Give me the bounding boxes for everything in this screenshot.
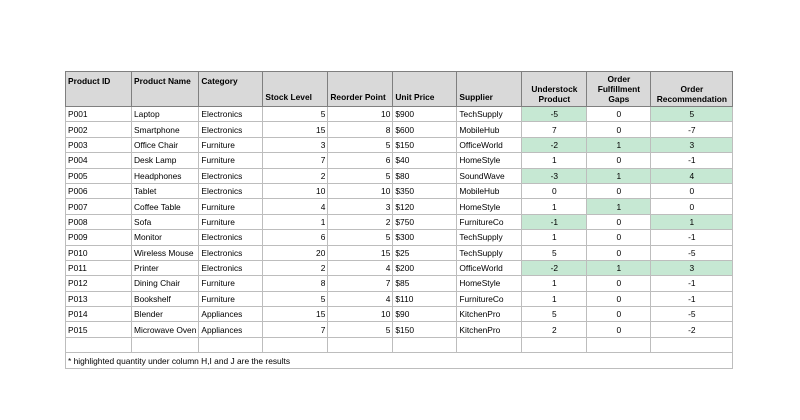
cell-stock-level[interactable]: 10 bbox=[263, 183, 328, 198]
cell-category[interactable]: Furniture bbox=[199, 276, 263, 291]
table-row bbox=[66, 168, 733, 183]
header-row bbox=[66, 72, 733, 107]
cell-supplier[interactable]: OfficeWorld bbox=[457, 260, 522, 275]
header-category[interactable]: Category bbox=[199, 72, 263, 107]
cell-order-recommendation[interactable]: -1 bbox=[651, 291, 733, 306]
cell-unit-price[interactable]: $90 bbox=[393, 307, 457, 322]
header-understock-product[interactable]: Understock Product bbox=[522, 72, 587, 107]
cell-unit-price[interactable]: $40 bbox=[393, 153, 457, 168]
header-unit-price[interactable]: Unit Price bbox=[393, 72, 457, 107]
table-row bbox=[66, 230, 733, 245]
header-supplier[interactable]: Supplier bbox=[457, 72, 522, 107]
cell-unit-price[interactable]: $300 bbox=[393, 230, 457, 245]
cell-unit-price[interactable]: $350 bbox=[393, 183, 457, 198]
cell-order-recommendation[interactable]: 0 bbox=[651, 183, 733, 198]
table-row bbox=[66, 214, 733, 229]
cell-unit-price[interactable]: $120 bbox=[393, 199, 457, 214]
cell-order-recommendation[interactable]: -5 bbox=[651, 307, 733, 322]
header-order-fulfillment-gaps[interactable]: Order Fulfillment Gaps bbox=[587, 72, 651, 107]
table-cell[interactable] bbox=[66, 337, 132, 352]
cell-order-recommendation[interactable]: 4 bbox=[651, 168, 733, 183]
cell-unit-price[interactable]: $600 bbox=[393, 122, 457, 137]
table-cell[interactable] bbox=[457, 337, 522, 352]
cell-reorder-point[interactable]: 4 bbox=[328, 260, 393, 275]
cell-order-fulfillment-gaps[interactable]: 1 bbox=[587, 199, 651, 214]
cell-order-fulfillment-gaps[interactable]: 1 bbox=[587, 260, 651, 275]
cell-order-recommendation[interactable]: -5 bbox=[651, 245, 733, 260]
cell-order-fulfillment-gaps[interactable]: 0 bbox=[587, 107, 651, 122]
cell-stock-level[interactable]: 5 bbox=[263, 107, 328, 122]
cell-category[interactable]: Electronics bbox=[199, 168, 263, 183]
cell-order-fulfillment-gaps[interactable]: 0 bbox=[587, 183, 651, 198]
cell-order-fulfillment-gaps[interactable]: 1 bbox=[587, 168, 651, 183]
cell-order-recommendation[interactable]: 0 bbox=[651, 199, 733, 214]
cell-product-name[interactable]: Headphones bbox=[132, 168, 199, 183]
cell-supplier[interactable]: HomeStyle bbox=[457, 153, 522, 168]
table-cell[interactable] bbox=[457, 353, 522, 368]
cell-category[interactable]: Electronics bbox=[199, 260, 263, 275]
table-cell[interactable] bbox=[651, 337, 733, 352]
cell-product-id[interactable]: P002 bbox=[66, 122, 132, 137]
cell-understock-product[interactable]: -2 bbox=[522, 137, 587, 152]
cell-product-name[interactable]: Dining Chair bbox=[132, 276, 199, 291]
cell-unit-price[interactable]: $150 bbox=[393, 137, 457, 152]
table-row bbox=[66, 107, 733, 122]
cell-product-id[interactable]: P012 bbox=[66, 276, 132, 291]
cell-understock-product[interactable]: 2 bbox=[522, 322, 587, 337]
table-row bbox=[66, 153, 733, 168]
cell-understock-product[interactable]: 1 bbox=[522, 199, 587, 214]
cell-understock-product[interactable]: -2 bbox=[522, 260, 587, 275]
cell-category[interactable]: Appliances bbox=[199, 322, 263, 337]
cell-stock-level[interactable]: 15 bbox=[263, 122, 328, 137]
cell-stock-level[interactable]: 1 bbox=[263, 214, 328, 229]
cell-unit-price[interactable]: $900 bbox=[393, 107, 457, 122]
cell-unit-price[interactable]: $85 bbox=[393, 276, 457, 291]
table-row bbox=[66, 199, 733, 214]
table-row bbox=[66, 260, 733, 275]
cell-product-id[interactable]: P009 bbox=[66, 230, 132, 245]
cell-reorder-point[interactable]: 2 bbox=[328, 214, 393, 229]
header-product-id[interactable]: Product ID bbox=[66, 72, 132, 107]
table-cell[interactable] bbox=[328, 337, 393, 352]
cell-understock-product[interactable]: 0 bbox=[522, 183, 587, 198]
cell-product-name[interactable]: Office Chair bbox=[132, 137, 199, 152]
cell-order-recommendation[interactable]: 3 bbox=[651, 260, 733, 275]
table-row bbox=[66, 137, 733, 152]
cell-supplier[interactable]: FurnitureCo bbox=[457, 291, 522, 306]
cell-order-fulfillment-gaps[interactable]: 0 bbox=[587, 153, 651, 168]
cell-reorder-point[interactable]: 5 bbox=[328, 322, 393, 337]
cell-category[interactable]: Electronics bbox=[199, 245, 263, 260]
cell-order-fulfillment-gaps[interactable]: 0 bbox=[587, 230, 651, 245]
cell-product-id[interactable]: P003 bbox=[66, 137, 132, 152]
cell-unit-price[interactable]: $750 bbox=[393, 214, 457, 229]
cell-stock-level[interactable]: 8 bbox=[263, 276, 328, 291]
cell-stock-level[interactable]: 6 bbox=[263, 230, 328, 245]
cell-category[interactable]: Electronics bbox=[199, 183, 263, 198]
cell-reorder-point[interactable]: 15 bbox=[328, 245, 393, 260]
cell-category[interactable]: Furniture bbox=[199, 137, 263, 152]
cell-stock-level[interactable]: 2 bbox=[263, 168, 328, 183]
cell-reorder-point[interactable]: 7 bbox=[328, 276, 393, 291]
cell-understock-product[interactable]: 5 bbox=[522, 245, 587, 260]
cell-supplier[interactable]: SoundWave bbox=[457, 168, 522, 183]
cell-stock-level[interactable]: 7 bbox=[263, 322, 328, 337]
table-cell[interactable] bbox=[199, 337, 263, 352]
cell-product-id[interactable]: P004 bbox=[66, 153, 132, 168]
cell-understock-product[interactable]: -3 bbox=[522, 168, 587, 183]
cell-category[interactable]: Appliances bbox=[199, 307, 263, 322]
cell-category[interactable]: Furniture bbox=[199, 199, 263, 214]
table-cell[interactable] bbox=[393, 337, 457, 352]
cell-order-recommendation[interactable]: 1 bbox=[651, 214, 733, 229]
cell-product-name[interactable]: Sofa bbox=[132, 214, 199, 229]
cell-order-fulfillment-gaps[interactable]: 0 bbox=[587, 307, 651, 322]
cell-reorder-point[interactable]: 4 bbox=[328, 291, 393, 306]
cell-supplier[interactable]: KitchenPro bbox=[457, 322, 522, 337]
cell-category[interactable]: Furniture bbox=[199, 291, 263, 306]
spreadsheet bbox=[65, 71, 733, 369]
cell-reorder-point[interactable]: 10 bbox=[328, 307, 393, 322]
table-row bbox=[66, 276, 733, 291]
cell-understock-product[interactable]: 1 bbox=[522, 230, 587, 245]
cell-stock-level[interactable]: 7 bbox=[263, 153, 328, 168]
cell-product-id[interactable]: P008 bbox=[66, 214, 132, 229]
empty-row bbox=[66, 337, 733, 352]
cell-product-id[interactable]: P011 bbox=[66, 260, 132, 275]
table-cell[interactable] bbox=[132, 337, 199, 352]
table-row bbox=[66, 245, 733, 260]
cell-stock-level[interactable]: 2 bbox=[263, 260, 328, 275]
inventory-table bbox=[65, 71, 733, 369]
cell-reorder-point[interactable]: 6 bbox=[328, 153, 393, 168]
table-row bbox=[66, 307, 733, 322]
header-reorder-point[interactable]: Reorder Point bbox=[328, 72, 393, 107]
cell-product-name[interactable]: Tablet bbox=[132, 183, 199, 198]
table-cell[interactable] bbox=[651, 353, 733, 368]
cell-product-id[interactable]: P015 bbox=[66, 322, 132, 337]
cell-order-recommendation[interactable]: -2 bbox=[651, 322, 733, 337]
cell-order-fulfillment-gaps[interactable]: 0 bbox=[587, 322, 651, 337]
header-product-name[interactable]: Product Name bbox=[132, 72, 199, 107]
cell-unit-price[interactable]: $25 bbox=[393, 245, 457, 260]
cell-unit-price[interactable]: $150 bbox=[393, 322, 457, 337]
cell-stock-level[interactable]: 15 bbox=[263, 307, 328, 322]
cell-reorder-point[interactable]: 3 bbox=[328, 199, 393, 214]
cell-product-id[interactable]: P010 bbox=[66, 245, 132, 260]
table-row bbox=[66, 322, 733, 337]
cell-product-name[interactable]: Blender bbox=[132, 307, 199, 322]
cell-reorder-point[interactable]: 10 bbox=[328, 107, 393, 122]
cell-order-recommendation[interactable]: -1 bbox=[651, 230, 733, 245]
cell-order-recommendation[interactable]: 3 bbox=[651, 137, 733, 152]
cell-supplier[interactable]: MobileHub bbox=[457, 183, 522, 198]
cell-product-id[interactable]: P005 bbox=[66, 168, 132, 183]
note-cell[interactable] bbox=[66, 353, 291, 368]
cell-understock-product[interactable]: 1 bbox=[522, 291, 587, 306]
cell-understock-product[interactable]: 5 bbox=[522, 307, 587, 322]
cell-reorder-point[interactable]: 5 bbox=[328, 168, 393, 183]
cell-unit-price[interactable]: $110 bbox=[393, 291, 457, 306]
cell-understock-product[interactable]: -5 bbox=[522, 107, 587, 122]
header-stock-level[interactable]: Stock Level bbox=[263, 72, 328, 107]
cell-unit-price[interactable]: $200 bbox=[393, 260, 457, 275]
cell-reorder-point[interactable]: 10 bbox=[328, 183, 393, 198]
cell-category[interactable]: Electronics bbox=[199, 230, 263, 245]
cell-reorder-point[interactable]: 8 bbox=[328, 122, 393, 137]
cell-stock-level[interactable]: 3 bbox=[263, 137, 328, 152]
cell-understock-product[interactable]: 1 bbox=[522, 153, 587, 168]
cell-order-fulfillment-gaps[interactable]: 1 bbox=[587, 137, 651, 152]
table-cell[interactable] bbox=[522, 337, 587, 352]
cell-product-id[interactable]: P001 bbox=[66, 107, 132, 122]
cell-understock-product[interactable]: 1 bbox=[522, 276, 587, 291]
cell-unit-price[interactable]: $80 bbox=[393, 168, 457, 183]
cell-understock-product[interactable]: 7 bbox=[522, 122, 587, 137]
cell-understock-product[interactable]: -1 bbox=[522, 214, 587, 229]
cell-order-recommendation[interactable]: -7 bbox=[651, 122, 733, 137]
cell-supplier[interactable]: HomeStyle bbox=[457, 199, 522, 214]
table-cell[interactable] bbox=[263, 337, 328, 352]
cell-order-recommendation[interactable]: -1 bbox=[651, 276, 733, 291]
cell-category[interactable]: Furniture bbox=[199, 214, 263, 229]
cell-category[interactable]: Furniture bbox=[199, 153, 263, 168]
table-cell[interactable] bbox=[587, 337, 651, 352]
cell-supplier[interactable]: TechSupply bbox=[457, 230, 522, 245]
cell-stock-level[interactable]: 4 bbox=[263, 199, 328, 214]
cell-product-name[interactable]: Bookshelf bbox=[132, 291, 199, 306]
cell-product-name[interactable]: Smartphone bbox=[132, 122, 199, 137]
cell-supplier[interactable]: OfficeWorld bbox=[457, 137, 522, 152]
cell-order-fulfillment-gaps[interactable]: 0 bbox=[587, 276, 651, 291]
footnote: * highlighted quantity under column H,I and J are the results bbox=[68, 356, 291, 367]
note-row bbox=[66, 353, 733, 368]
table-cell[interactable] bbox=[328, 353, 393, 368]
table-row bbox=[66, 183, 733, 198]
cell-product-id[interactable]: P007 bbox=[66, 199, 132, 214]
cell-supplier[interactable]: KitchenPro bbox=[457, 307, 522, 322]
table-cell[interactable] bbox=[587, 353, 651, 368]
cell-order-fulfillment-gaps[interactable]: 0 bbox=[587, 214, 651, 229]
cell-product-name[interactable]: Coffee Table bbox=[132, 199, 199, 214]
cell-order-fulfillment-gaps[interactable]: 0 bbox=[587, 291, 651, 306]
cell-stock-level[interactable]: 20 bbox=[263, 245, 328, 260]
cell-product-name[interactable]: Printer bbox=[132, 260, 199, 275]
cell-order-fulfillment-gaps[interactable]: 0 bbox=[587, 122, 651, 137]
cell-supplier[interactable]: TechSupply bbox=[457, 245, 522, 260]
cell-order-fulfillment-gaps[interactable]: 0 bbox=[587, 245, 651, 260]
cell-product-name[interactable]: Desk Lamp bbox=[132, 153, 199, 168]
cell-reorder-point[interactable]: 5 bbox=[328, 137, 393, 152]
cell-product-id[interactable]: P014 bbox=[66, 307, 132, 322]
cell-supplier[interactable]: FurnitureCo bbox=[457, 214, 522, 229]
table-row bbox=[66, 291, 733, 306]
table-cell[interactable] bbox=[522, 353, 587, 368]
table-row bbox=[66, 122, 733, 137]
cell-product-name[interactable]: Monitor bbox=[132, 230, 199, 245]
table-cell[interactable] bbox=[393, 353, 457, 368]
cell-product-id[interactable]: P013 bbox=[66, 291, 132, 306]
cell-category[interactable]: Electronics bbox=[199, 107, 263, 122]
cell-category[interactable]: Electronics bbox=[199, 122, 263, 137]
cell-order-recommendation[interactable]: -1 bbox=[651, 153, 733, 168]
cell-order-recommendation[interactable]: 5 bbox=[651, 107, 733, 122]
cell-supplier[interactable]: HomeStyle bbox=[457, 276, 522, 291]
cell-product-name[interactable]: Laptop bbox=[132, 107, 199, 122]
cell-product-name[interactable]: Microwave Oven bbox=[132, 322, 199, 337]
header-order-recommendation[interactable]: Order Recommendation bbox=[651, 72, 733, 107]
cell-product-id[interactable]: P006 bbox=[66, 183, 132, 198]
cell-product-name[interactable]: Wireless Mouse bbox=[132, 245, 199, 260]
cell-supplier[interactable]: MobileHub bbox=[457, 122, 522, 137]
cell-stock-level[interactable]: 5 bbox=[263, 291, 328, 306]
cell-supplier[interactable]: TechSupply bbox=[457, 107, 522, 122]
cell-reorder-point[interactable]: 5 bbox=[328, 230, 393, 245]
